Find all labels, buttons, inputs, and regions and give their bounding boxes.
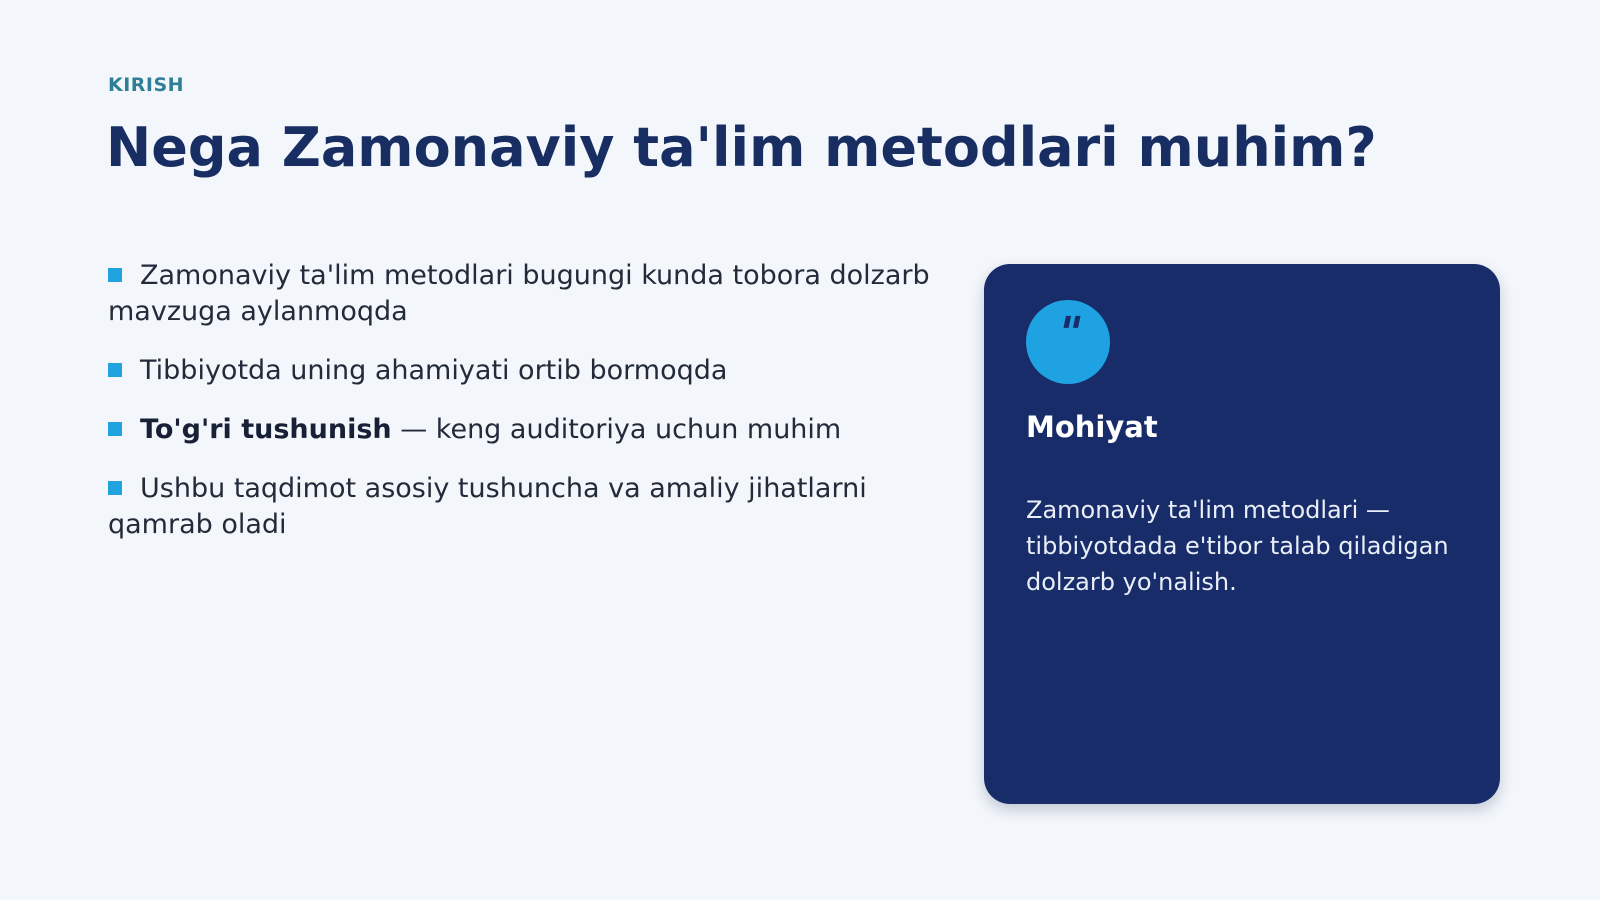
bullet-text: Tibbiyotda uning ahamiyati ortib bormoqda: [140, 355, 728, 386]
square-bullet-icon: [108, 481, 122, 495]
bullet-text: Zamonaviy ta'lim metodlari bugungi kunda tobora dolzarb mavzuga aylanmoqda: [108, 260, 930, 327]
square-bullet-icon: [108, 363, 122, 377]
card-title: Mohiyat: [1026, 410, 1158, 444]
bullet-text: — keng auditoriya uchun muhim: [391, 414, 842, 445]
bullet-list: [108, 258, 938, 566]
bullet-item: [108, 258, 938, 330]
slide-title: Nega Zamonaviy ta'lim metodlari muhim?: [106, 116, 1377, 179]
quote-icon: [1026, 300, 1110, 384]
square-bullet-icon: [108, 268, 122, 282]
summary-card: [984, 264, 1500, 804]
bullet-item: [108, 412, 938, 448]
bullet-item: [108, 353, 938, 389]
quote-glyph: ": [1052, 308, 1084, 359]
bullet-text: Ushbu taqdimot asosiy tushuncha va amaliy jihatlarni qamrab oladi: [108, 473, 867, 540]
square-bullet-icon: [108, 422, 122, 436]
bullet-item: [108, 471, 938, 543]
bullet-emphasis: To'g'ri tushunish: [140, 414, 392, 445]
section-label: KIRISH: [108, 74, 185, 96]
card-text: Zamonaviy ta'lim metodlari — tibbiyotdada e'tibor talab qiladigan dolzarb yo'nalish.: [1026, 496, 1449, 596]
